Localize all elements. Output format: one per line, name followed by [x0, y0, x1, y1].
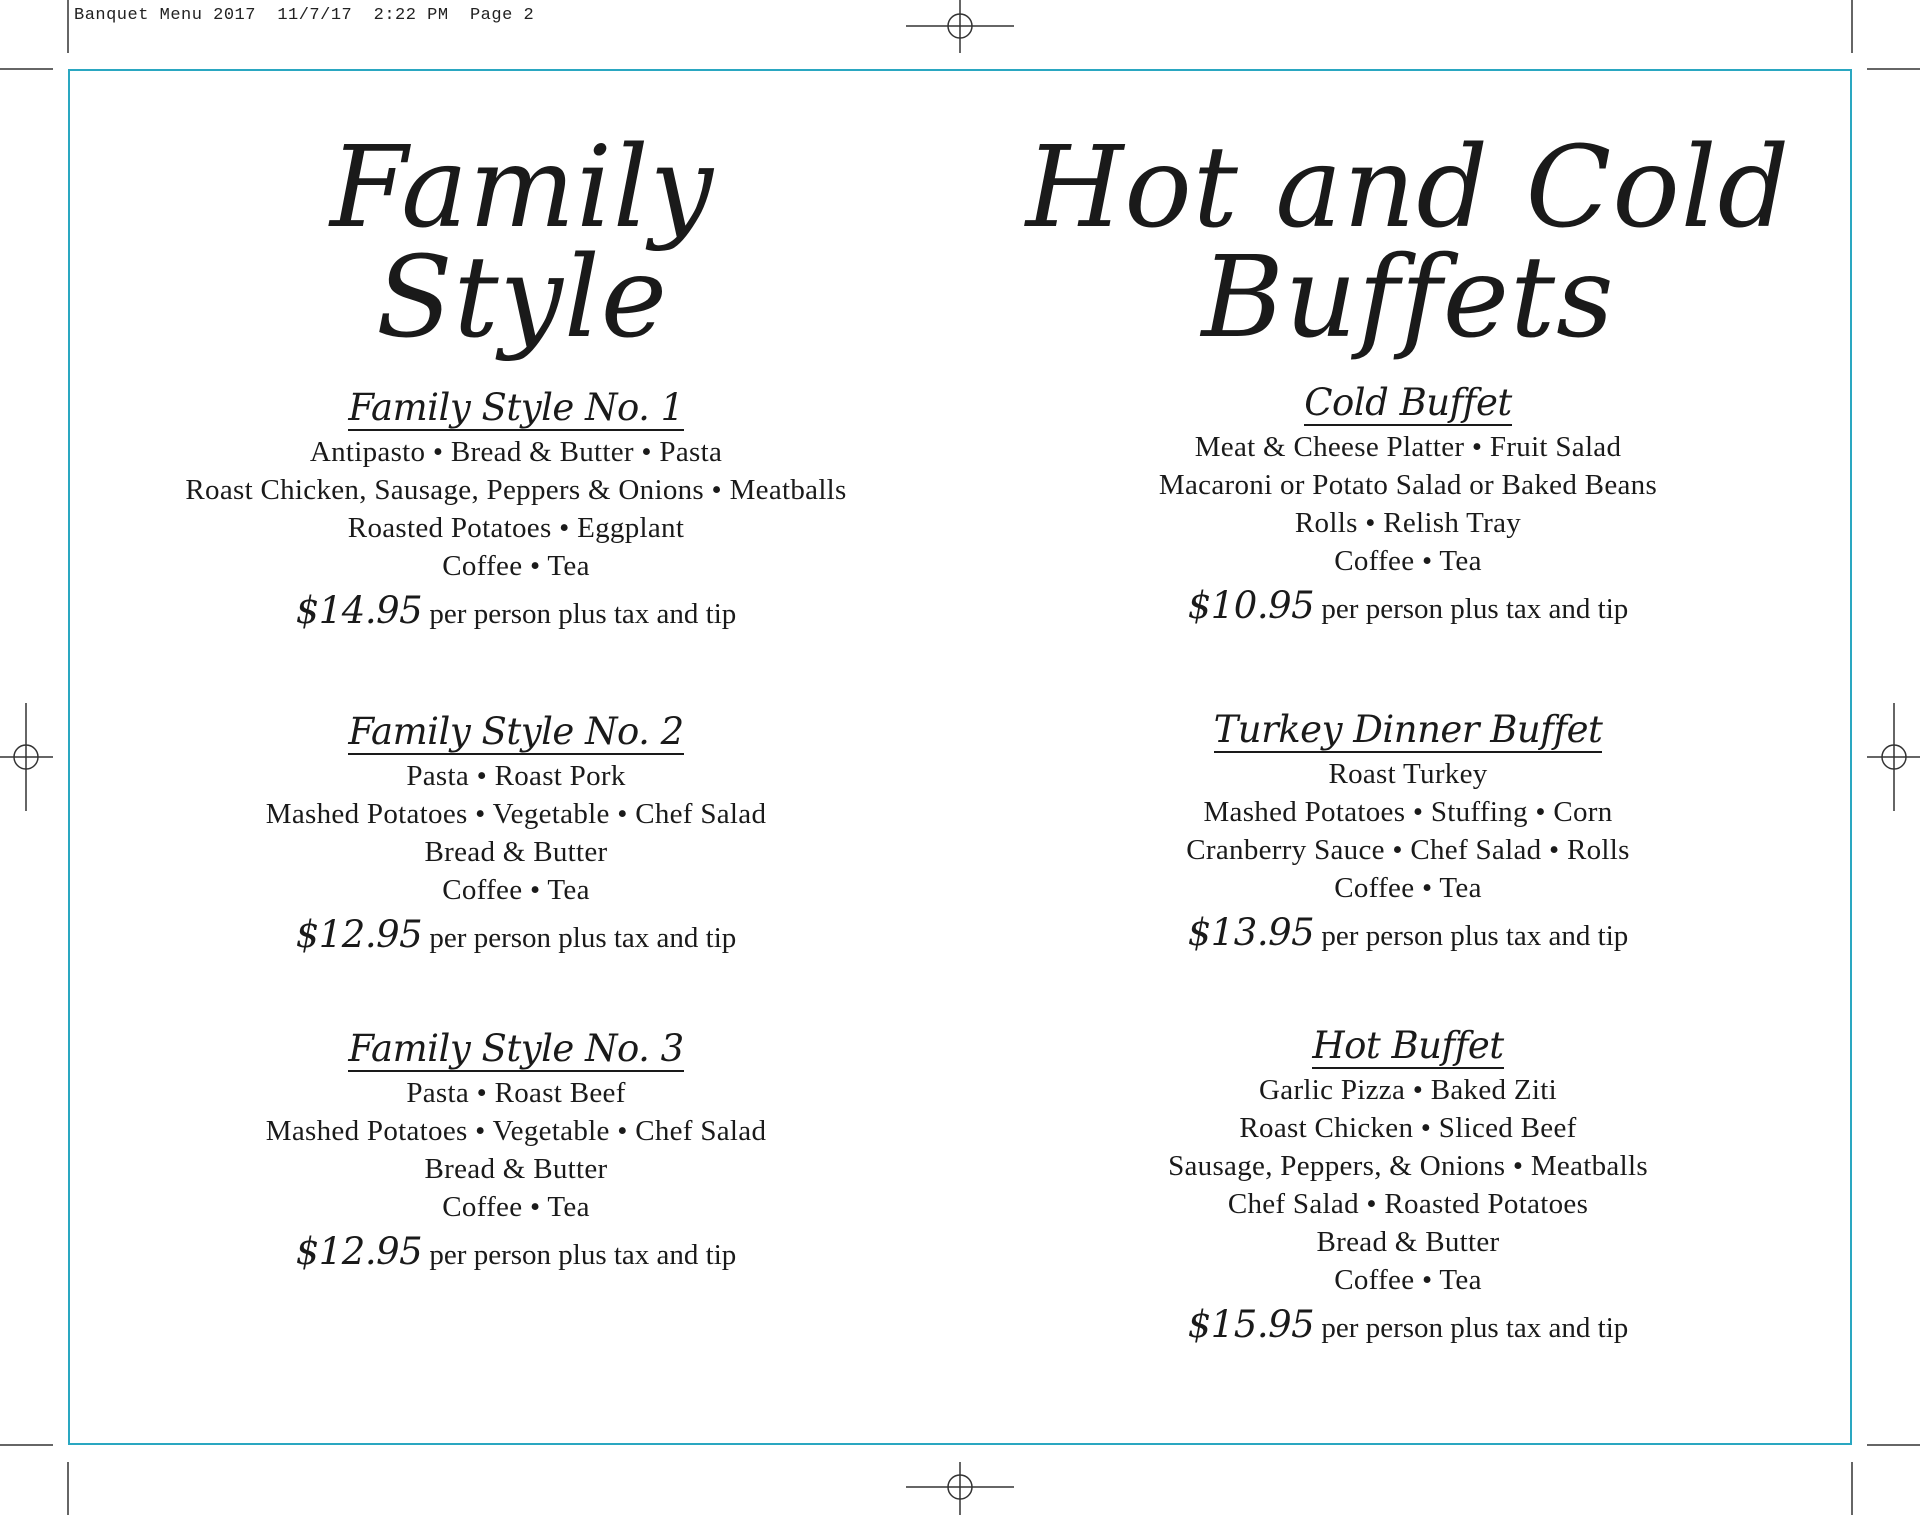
menu-item-line: Mashed Potatoes • Vegetable • Chef Salad [265, 798, 767, 830]
menu-section-family-style-3 [70, 1028, 962, 1279]
buffets-heading [962, 123, 1854, 363]
heading-line-1: Hot and Cold [1025, 123, 1791, 253]
menu-item-line: Sausage, Peppers, & Onions • Meatballs [1168, 1150, 1648, 1182]
heading-line-2: Buffets [1201, 233, 1615, 363]
registration-mark-bottom [906, 1462, 1014, 1515]
menu-item-line: Bread & Butter [424, 1153, 608, 1185]
price: $12.95 [295, 1230, 423, 1273]
heading-line-2: Style [375, 233, 669, 363]
section-title: Turkey Dinner Buffet [1213, 708, 1603, 751]
price-note: per person plus tax and tip [429, 922, 737, 954]
menu-section-turkey-dinner-buffet [962, 709, 1854, 960]
price-line [962, 909, 1854, 960]
price: $12.95 [295, 913, 423, 956]
menu-item-line: Mashed Potatoes • Vegetable • Chef Salad [265, 1115, 767, 1147]
menu-item-line: Pasta • Roast Pork [406, 760, 626, 792]
price-line [962, 582, 1854, 633]
registration-mark-top [906, 0, 1014, 53]
menu-item-line: Roast Chicken, Sausage, Peppers & Onions • Meatballs [185, 474, 847, 506]
price: $15.95 [1187, 1303, 1315, 1346]
menu-item-line: Roast Chicken • Sliced Beef [1239, 1112, 1577, 1144]
menu-section-family-style-1 [70, 387, 962, 638]
menu-item-line: Coffee • Tea [442, 1191, 590, 1223]
price-line [70, 587, 962, 638]
price: $10.95 [1187, 584, 1315, 627]
menu-item-line: Coffee • Tea [1334, 1264, 1482, 1296]
registration-mark-right [1867, 703, 1920, 811]
price-note: per person plus tax and tip [1321, 920, 1629, 952]
section-title: Family Style No. 2 [348, 710, 684, 753]
price: $13.95 [1187, 911, 1315, 954]
menu-item-line: Garlic Pizza • Baked Ziti [1259, 1074, 1557, 1106]
price: $14.95 [295, 589, 423, 632]
menu-item-line: Rolls • Relish Tray [1294, 507, 1522, 539]
menu-item-line: Pasta • Roast Beef [406, 1077, 626, 1109]
section-title: Hot Buffet [1312, 1024, 1504, 1067]
menu-item-line: Mashed Potatoes • Stuffing • Corn [1203, 796, 1613, 828]
menu-section-cold-buffet [962, 382, 1854, 633]
heading-line-1: Family [330, 123, 714, 253]
menu-item-line: Roast Turkey [1328, 758, 1488, 790]
price-line [70, 911, 962, 962]
registration-mark-left [0, 703, 53, 811]
price-note: per person plus tax and tip [1321, 593, 1629, 625]
menu-frame [68, 69, 1852, 1445]
section-title: Family Style No. 3 [348, 1027, 684, 1070]
menu-item-line: Antipasto • Bread & Butter • Pasta [309, 436, 723, 468]
menu-item-line: Bread & Butter [1316, 1226, 1500, 1258]
price-note: per person plus tax and tip [1321, 1312, 1629, 1344]
price-note: per person plus tax and tip [429, 1239, 737, 1271]
menu-item-line: Coffee • Tea [1334, 545, 1482, 577]
price-note: per person plus tax and tip [429, 598, 737, 630]
family-style-heading [70, 123, 962, 363]
menu-item-line: Cranberry Sauce • Chef Salad • Rolls [1186, 834, 1630, 866]
menu-item-line: Meat & Cheese Platter • Fruit Salad [1194, 431, 1622, 463]
menu-item-line: Chef Salad • Roasted Potatoes [1227, 1188, 1589, 1220]
section-title: Family Style No. 1 [348, 386, 684, 429]
print-header: Banquet Menu 2017 11/7/17 2:22 PM Page 2 [74, 6, 535, 25]
menu-item-line: Roasted Potatoes • Eggplant [347, 512, 685, 544]
menu-section-hot-buffet [962, 1025, 1854, 1352]
menu-item-line: Coffee • Tea [442, 550, 590, 582]
price-line [70, 1228, 962, 1279]
menu-section-family-style-2 [70, 711, 962, 962]
menu-item-line: Coffee • Tea [442, 874, 590, 906]
menu-item-line: Macaroni or Potato Salad or Baked Beans [1158, 469, 1658, 501]
price-line [962, 1301, 1854, 1352]
section-title: Cold Buffet [1304, 381, 1512, 424]
menu-item-line: Coffee • Tea [1334, 872, 1482, 904]
menu-item-line: Bread & Butter [424, 836, 608, 868]
